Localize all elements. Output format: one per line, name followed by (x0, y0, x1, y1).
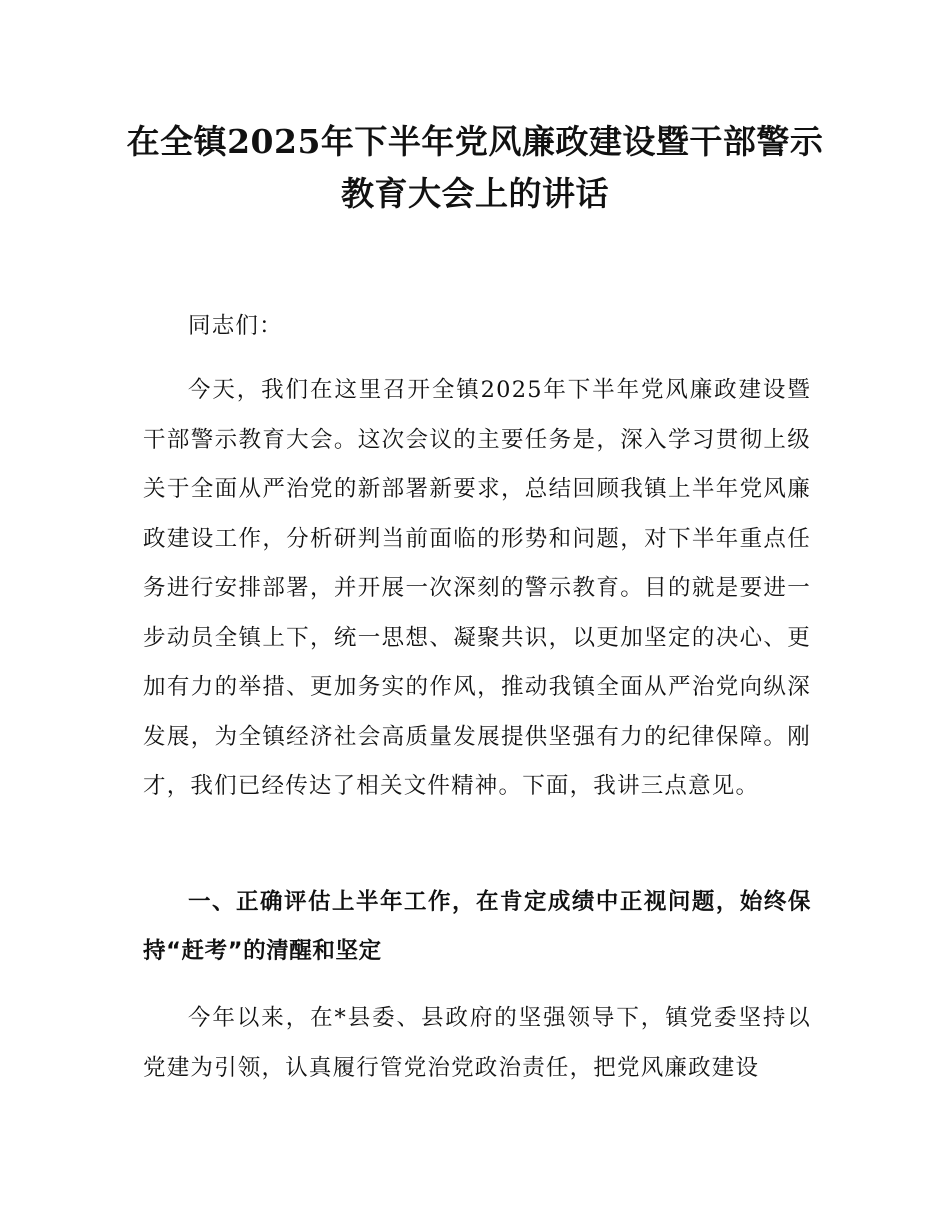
opening-paragraph: 今天，我们在这里召开全镇2025年下半年党风廉政建设暨干部警示教育大会。这次会议的主要任务是，深入学习贯彻上级关于全面从严治党的新部署新要求，总结回顾我镇上半年党风廉政建设工作，分析研判当前面临的形势和问题，对下半年重点任务进行安排部署，并开展一次深刻的警示教育。目的就是要进一步动员全镇上下，统一思想、凝聚共识，以更加坚定的决心、更加有力的举措、更加务实的作风，推动我镇全面从严治党向纵深发展，为全镇经济社会高质量发展提供坚强有力的纪律保障。刚才，我们已经传达了相关文件精神。下面，我讲三点意见。 (143, 377, 811, 799)
salutation: 同志们： (188, 313, 283, 339)
section-1-paragraph: 今年以来，在*县委、县政府的坚强领导下，镇党委坚持以党建为引领，认真履行管党治党政治责任，把党风廉政建设 (143, 1005, 811, 1081)
section-heading-1: 一、正确评估上半年工作，在肯定成绩中正视问题，始终保持“赶考”的清醒和坚定 (143, 889, 811, 964)
document-title: 在全镇2025年下半年党风廉政建设暨干部警示教育大会上的讲话 (126, 122, 824, 213)
